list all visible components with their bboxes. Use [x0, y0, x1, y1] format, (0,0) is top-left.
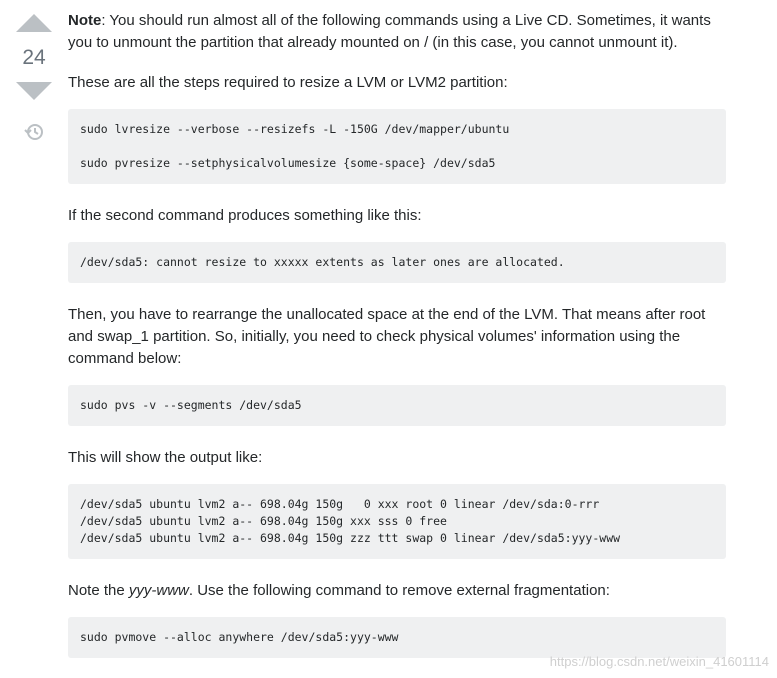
output-text: This will show the output like:	[68, 449, 263, 466]
note-text: : You should run almost all of the following commands using a Live CD. Sometimes, it wants you to unmount the partition that already mounted on / (in this case, you cannot unmount it).	[68, 12, 711, 51]
code-block-error: /dev/sda5: cannot resize to xxxxx extents as later ones are allocated.	[68, 242, 726, 283]
note2-prefix: Note the	[68, 582, 129, 599]
code-block-pvs: sudo pvs -v --segments /dev/sda5	[68, 385, 726, 426]
upvote-button[interactable]	[16, 14, 52, 32]
vote-controls	[14, 14, 54, 147]
second-command-text: If the second command produces something like this:	[68, 207, 422, 224]
code-block-output: /dev/sda5 ubuntu lvm2 a-- 698.04g 150g 0 xxx root 0 linear /dev/sda:0-rrr /dev/sda5 ubuntu lvm2 a-- 698.04g 150g xxx sss 0 free /dev/sda5 ubuntu lvm2 a-- 698.04g 150g zzz ttt swap 0 linear /dev/sda5:yyy-www	[68, 484, 726, 559]
note-paragraph	[68, 10, 726, 54]
history-icon[interactable]	[24, 122, 44, 147]
note-yyy-paragraph	[68, 580, 726, 602]
rearrange-paragraph: Then, you have to rearrange the unallocated space at the end of the LVM. That means after root and swap_1 partition. So, initially, you need to check physical volumes' information using the command below:	[68, 306, 706, 367]
downvote-button[interactable]	[16, 82, 52, 100]
vote-count: 24	[22, 46, 46, 69]
note-label: Note	[68, 12, 102, 29]
steps-intro: These are all the steps required to resize a LVM or LVM2 partition:	[68, 74, 508, 91]
watermark: https://blog.csdn.net/weixin_41601114	[549, 654, 769, 669]
code-block-resize: sudo lvresize --verbose --resizefs -L -150G /dev/mapper/ubuntu sudo pvresize --setphysicalvolumesize {some-space} /dev/sda5	[68, 109, 726, 184]
code-block-pvmove: sudo pvmove --alloc anywhere /dev/sda5:yyy-www	[68, 617, 726, 658]
note2-emphasis: yyy-www	[128, 582, 189, 599]
note2-suffix: . Use the following command to remove external fragmentation:	[188, 582, 610, 599]
